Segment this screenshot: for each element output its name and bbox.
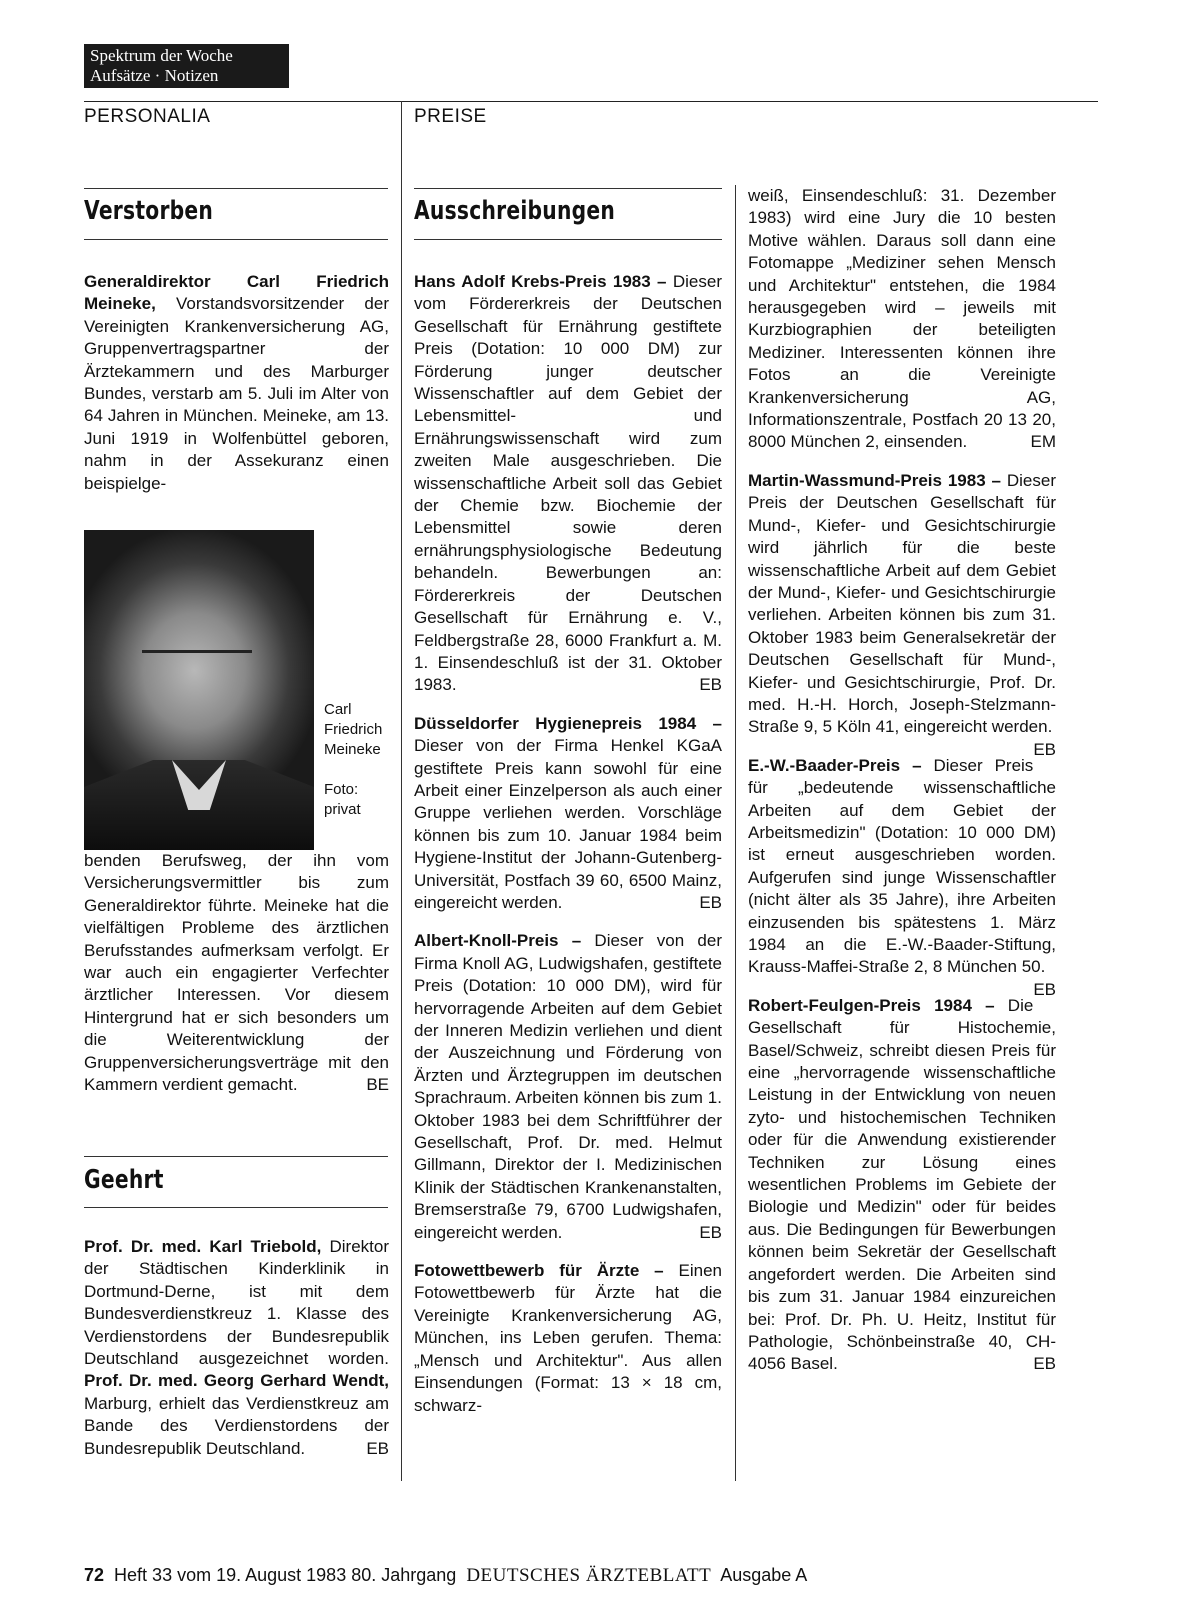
- person-name: Prof. Dr. med. Karl Triebold,: [84, 1237, 322, 1256]
- article-text: Vorstandsvorsitzender der Vereinigten Krankenversicherung AG, Gruppenvertragspartner der Ärztekammern und des Marburger Bundes, verstarb am 5. Juli im Alter von 64 Jahren in München. Meineke, am 13. Juni 1919 in Wolfenbüttel geboren, nahm in der Assekuranz einen beispielge-: [84, 294, 389, 493]
- header-line-2: Aufsätze · Notizen: [90, 66, 219, 85]
- article-verstorben-part1: [84, 271, 389, 495]
- author-signature: EB: [366, 1438, 389, 1458]
- prize-entry: [748, 755, 1056, 999]
- column-divider-1: [401, 101, 402, 1481]
- prize-title: Robert-Feulgen-Preis 1984 –: [748, 995, 995, 1015]
- rule: [414, 239, 722, 240]
- column-divider-2: [735, 185, 736, 1481]
- author-signature: EB: [1033, 1354, 1056, 1374]
- person-name: Prof. Dr. med. Georg Gerhard Wendt,: [84, 1371, 389, 1391]
- prize-title: Hans Adolf Krebs-Preis 1983 –: [414, 272, 667, 291]
- prize-entry: [414, 930, 722, 1244]
- heading-verstorben: Verstorben: [84, 196, 214, 226]
- prize-title: E.-W.-Baader-Preis –: [748, 755, 922, 775]
- header-line-1: Spektrum der Woche: [90, 46, 233, 65]
- prize-title: Martin-Wassmund-Preis 1983 –: [748, 470, 1001, 490]
- preise-column-right: [748, 185, 1056, 1392]
- prize-text: Dieser Preis der Deutschen Gesellschaft für Mund-, Kiefer- und Gesichtschirurgie wird jährlich für die beste wissenschaftliche Arbeit auf dem Gebiet der Mund-, Kiefer- und Gesichtschirurgie verliehen. Arbeiten können bis zum 31. Oktober 1983 beim Generalsekretär der Deutschen Gesellschaft für Mund-, Kiefer- und Gesichtschirurgie, Prof. Dr. med. H.-H. Horch, Joseph-Stelzmann-Straße 9, 5 Köln 41, eingereicht werden.: [748, 470, 1056, 737]
- prize-entry-continued: [748, 185, 1056, 454]
- section-label-personalia: PERSONALIA: [84, 106, 211, 127]
- prize-title: Albert-Knoll-Preis –: [414, 931, 582, 951]
- prize-entry: [748, 995, 1056, 1376]
- heading-ausschreibungen: Ausschreibungen: [414, 196, 616, 226]
- photo-caption-name: Carl Friedrich Meineke: [324, 701, 383, 758]
- prize-text: Dieser von der Firma Knoll AG, Ludwigshafen, gestiftete Preis (Dotation: 10 000 DM), wird für hervorragende Arbeiten auf dem Gebiet der Inneren Medizin verliehen und dient der Auszeichnung und Förderung von Ärzten und Ärztegruppen im deutschen Sprachraum. Arbeiten können bis zum 1. Oktober 1983 bei dem Schriftführer der Gesellschaft, Prof. Dr. med. Helmut Gillmann, Direktor der I. Medizinischen Klinik der Städtischen Krankenanstalten, Bremserstraße 79, 6700 Ludwigshafen, eingereicht werden.: [414, 931, 722, 1242]
- prize-text: Dieser vom Fördererkreis der Deutschen Gesellschaft für Ernährung gestiftete Preis (Dotation: 10 000 DM) zur Förderung junger deutscher Wissenschaftler auf dem Gebiet der Lebensmittel- und Ernährungswissenschaft wird zum zweiten Male ausgeschrieben. Die wissenschaftliche Arbeit soll das Gebiet der Chemie bzw. Biochemie der Lebensmittel sowie deren ernährungsphysiologische Bedeutung behandeln. Bewerbungen an: Fördererkreis der Deutschen Gesellschaft für Ernährung e. V., Feldbergstraße 28, 6000 Frankfurt a. M. 1. Einsendeschluß ist der 31. Oktober 1983.: [414, 272, 722, 695]
- page-footer: [84, 1565, 807, 1587]
- article-text: benden Berufsweg, der ihn vom Versicherungsvermittler bis zum Generaldirektor führte. Meineke hat die vielfältigen Probleme des ärztlichen Berufsstandes aufmerksam verfolgt. Er war auch ein engagierter Verfechter ärztlicher Interessen. Vor diesem Hintergrund hat er sich besonders um die Weiterentwicklung der Gruppenversicherungsverträge mit den Kammern verdient gemacht.: [84, 851, 389, 1095]
- issue-info: Heft 33 vom 19. August 1983 80. Jahrgang: [114, 1565, 457, 1585]
- top-rule: [84, 101, 1098, 102]
- author-signature: EB: [699, 1222, 722, 1242]
- author-signature: EB: [1033, 739, 1056, 759]
- edition: Ausgabe A: [720, 1565, 808, 1585]
- prize-text: Einen Fotowettbewerb für Ärzte hat die Vereinigte Krankenversicherung AG, München, ins Leben gerufen. Thema: „Mensch und Architektur". Aus allen Einsendungen (Format: 13 × 18 cm, schwarz-: [414, 1261, 723, 1415]
- rule: [414, 188, 722, 189]
- preise-column-middle: [414, 271, 722, 1433]
- article-text: Marburg, erhielt das Verdienstkreuz am Bande des Verdienstordens der Bundesrepublik Deutschland.: [84, 1393, 389, 1458]
- article-geehrt: [84, 1236, 389, 1460]
- author-signature: EB: [699, 892, 722, 912]
- prize-entry: [414, 271, 722, 697]
- page-number: 72: [84, 1565, 105, 1585]
- prize-entry: [414, 1260, 722, 1417]
- prize-entry: [748, 470, 1056, 759]
- author-signature: EB: [1033, 979, 1056, 999]
- rule: [84, 239, 388, 240]
- rule: [84, 188, 388, 189]
- prize-title: Düsseldorfer Hygienepreis 1984 –: [414, 713, 722, 733]
- author-signature: EM: [1030, 432, 1056, 452]
- prize-text: Dieser Preis für „bedeutende wissenschaftliche Arbeiten auf dem Gebiet der Arbeitsmedizin" (Dotation: 10 000 DM) ist erneut ausgeschrieben worden. Aufgerufen sind junge Wissenschaftler (nicht älter als 35 Jahre), ihre Arbeiten einzusenden bis spätestens 1. März 1984 an die E.-W.-Baader-Stiftung, Krauss-Maffei-Straße 2, 8 München 50.: [748, 755, 1056, 977]
- photo-caption-credit: Foto: privat: [324, 781, 361, 818]
- prize-text: Die Gesellschaft für Histochemie, Basel/Schweiz, schreibt diesen Preis für eine „hervorragende wissenschaftliche Leistung in der Entwicklung von neuen zyto- und histochemischen Techniken oder für die Anwendung existierender Techniken zur Lösung eines wesentlichen Problems im Gebiete der Biologie und Medizin" oder für beides aus. Die Bedingungen für Bewerbungen können beim Sekretär der Gesellschaft angefordert werden. Die Arbeiten sind bis zum 31. Januar 1984 einzureichen bei: Prof. Dr. Ph. U. Heitz, Institut für Pathologie, Schönbeinstraße 40, CH-4056 Basel.: [748, 995, 1056, 1374]
- article-text: Direktor der Städtischen Kinderklinik in Dortmund-Derne, ist mit dem Bundesverdienstkreuz 1. Klasse des Verdienstordens der Bundesrepublik Deutschland ausgezeichnet worden.: [84, 1237, 389, 1369]
- portrait-photo: [84, 530, 314, 850]
- author-signature: EB: [699, 675, 722, 695]
- prize-title: Fotowettbewerb für Ärzte –: [414, 1261, 664, 1281]
- masthead: DEUTSCHES ÄRZTEBLATT: [466, 1565, 712, 1586]
- prize-text: Dieser von der Firma Henkel KGaA gestiftete Preis kann sowohl für eine Arbeit einer Einzelperson als auch einer Gruppe verliehen werden. Vorschläge können bis zum 10. Januar 1984 beim Hygiene-Institut der Johann-Gutenberg-Universität, Postfach 39 60, 6500 Mainz, eingereicht werden.: [414, 736, 722, 912]
- article-verstorben-part2: [84, 850, 389, 1096]
- section-label-preise: PREISE: [414, 106, 487, 127]
- prize-text: weiß, Einsendeschluß: 31. Dezember 1983) wird eine Jury die 10 besten Motive wählen. Daraus soll dann eine Fotomappe „Mediziner sehen Mensch und Architektur" entstehen, die 1984 herausgegeben wird – jeweils mit Kurzbiographien der beteiligten Mediziner. Interessenten können ihre Fotos an die Vereinigte Krankenversicherung AG, Informationszentrale, Postfach 20 13 20, 8000 München 2, einsenden.: [748, 186, 1056, 452]
- heading-geehrt: Geehrt: [84, 1165, 164, 1195]
- rule: [84, 1156, 388, 1157]
- section-header-box: [84, 44, 289, 88]
- person-name: Generaldirektor Carl Friedrich Meineke,: [84, 272, 389, 314]
- author-signature: BE: [366, 1075, 389, 1095]
- rule: [84, 1207, 388, 1208]
- prize-entry: [414, 713, 722, 915]
- glasses-shape: [142, 650, 252, 681]
